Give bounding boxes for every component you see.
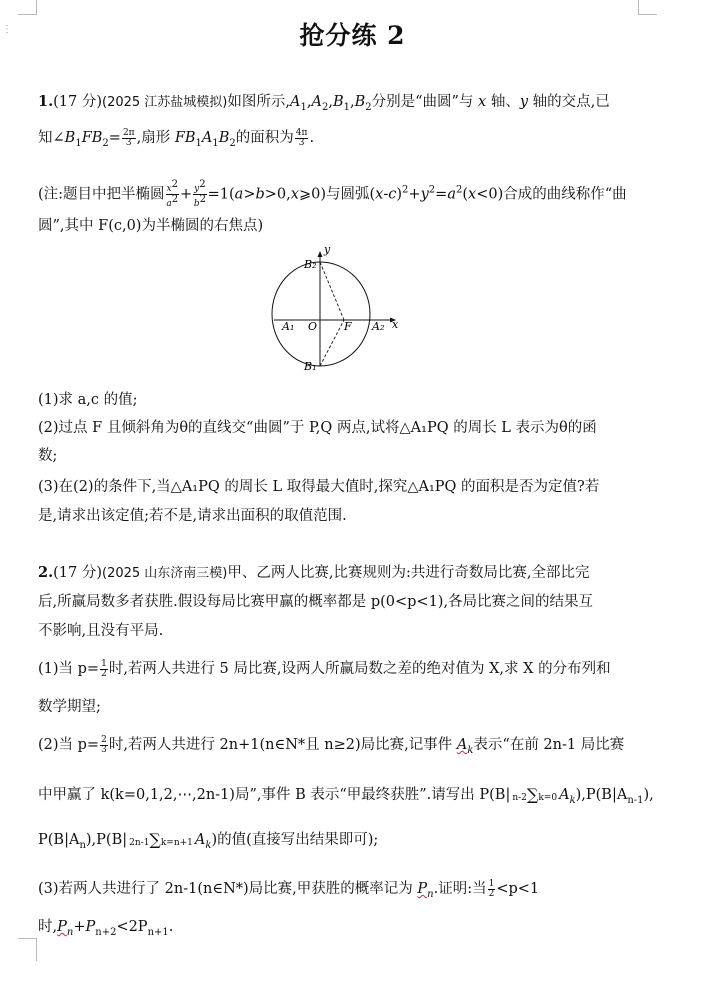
segment-FB1 bbox=[320, 320, 344, 366]
label-B1: B₁ bbox=[304, 360, 317, 373]
label-A1: A₁ bbox=[282, 320, 295, 333]
problem-2-question-3: (3)若两人共进行了 2n-1(n∈N*)局比赛,甲获胜的概率记为 $P_n$.证明:当 $\frac{1}{2}$ <p<1 bbox=[38, 878, 540, 900]
label-F: F bbox=[344, 320, 352, 333]
page-corner-mark bbox=[638, 0, 657, 15]
score: (17 分) bbox=[53, 94, 103, 110]
label-B2: B₂ bbox=[304, 258, 317, 271]
page-corner-mark bbox=[18, 938, 37, 961]
label-y: y bbox=[324, 244, 331, 256]
problem-number: 2. bbox=[38, 564, 54, 581]
problem-1-question-3-cont: 是,请求出该定值;若不是,请求出面积的取值范围. bbox=[38, 508, 347, 524]
problem-2-line-3: 不影响,且没有平局. bbox=[38, 623, 164, 639]
problem-2-question-2-cont: 中甲赢了 k(k=0,1,2,⋯,2n-1)局”,事件 B 表示“甲最终获胜”.请写出 P(B| n-2∑k=0 $A_k),P(B|A_{n-1})$, bbox=[38, 785, 654, 806]
source: (2025 山东济南三模) bbox=[102, 566, 228, 581]
drag-handle-icon[interactable]: ⋮ bbox=[2, 24, 12, 35]
problem-1-note-cont: 圆”,其中 F(c,0)为半椭圆的右焦点) bbox=[38, 218, 264, 234]
problem-2-question-2-end: $P(B|A_n),P(B|$ 2n-1∑k=n+1 $A_k$)的值(直接写出结果即可); bbox=[38, 830, 379, 851]
problem-1-note: (注:题目中把半椭圆 $\frac{x^2}{a^2}$ + $\frac{y^2}{b^2}$ =1(a>b>0,x⩾0)与圆弧$(x-c)^2+y^2=a^2(x<0)$合成的曲线称作“曲 bbox=[38, 179, 627, 209]
label-x: x bbox=[392, 318, 399, 331]
problem-2-question-2: (2)当 p= $\frac{2}{3}$ 时,若两人共进行 2n+1(n∈N*且 n≥2)局比赛,记事件 $A_k$表示“在前 2n-1 局比赛 bbox=[38, 734, 625, 756]
problem-2-line-1: 2.(17 分)(2025 山东济南三模)甲、乙两人比赛,比赛规则为:共进行奇数局比赛,全部比完 bbox=[38, 564, 590, 581]
problem-number: 1. bbox=[38, 93, 54, 110]
page-title: 抢分练 2 bbox=[299, 21, 406, 50]
problem-2-question-3-cont: 时$,P_n+P_{n+2}<2P_{n+1}$. bbox=[38, 919, 174, 938]
problem-1-question-2: (2)过点 F 且倾斜角为θ的直线交“曲圆”于 P,Q 两点,试将△A₁PQ 的周长 L 表示为θ的函 bbox=[38, 420, 597, 436]
circle-arc bbox=[272, 262, 320, 366]
problem-2-line-2: 后,所赢局数多者获胜.假设每局比赛甲赢的概率都是 p(0<p<1),各局比赛之间的结果互 bbox=[38, 594, 594, 610]
problem-2-question-1-cont: 数学期望; bbox=[38, 699, 101, 715]
segment-FB2 bbox=[320, 262, 344, 320]
label-O: O bbox=[308, 320, 318, 333]
y-axis-arrow bbox=[318, 251, 323, 257]
problem-1-question-1: (1)求 a,c 的值; bbox=[38, 392, 138, 408]
source: (2025 江苏盐城模拟) bbox=[102, 95, 228, 110]
label-A2: A₂ bbox=[372, 320, 385, 333]
page-corner-mark bbox=[18, 0, 37, 15]
half-ellipse bbox=[320, 262, 370, 366]
problem-1-line-2: 知$\angle B_1FB_2=$ $\frac{2\pi}{3}$ ,扇形 $FB_1A_1B_2$的面积为 $\frac{4\pi}{3}$ . bbox=[38, 127, 315, 149]
problem-1-line-1: 1.(17 分)(2025 江苏盐城模拟)如图所示$,A_1,A_2,B_1,B_2$分别是“曲圆”与 x 轴、y 轴的交点,已 bbox=[38, 93, 610, 113]
problem-1-question-2-cont: 数; bbox=[38, 448, 58, 464]
score: (17 分) bbox=[53, 565, 103, 581]
problem-1-question-3: (3)在(2)的条件下,当△A₁PQ 的周长 L 取得最大值时,探究△A₁PQ 的面积是否为定值?若 bbox=[38, 479, 600, 495]
curve-diagram bbox=[268, 244, 408, 374]
problem-2-question-1: (1)当 p= $\frac{1}{2}$ 时,若两人共进行 5 局比赛,设两人所赢局数之差的绝对值为 X,求 X 的分布列和 bbox=[38, 658, 611, 679]
